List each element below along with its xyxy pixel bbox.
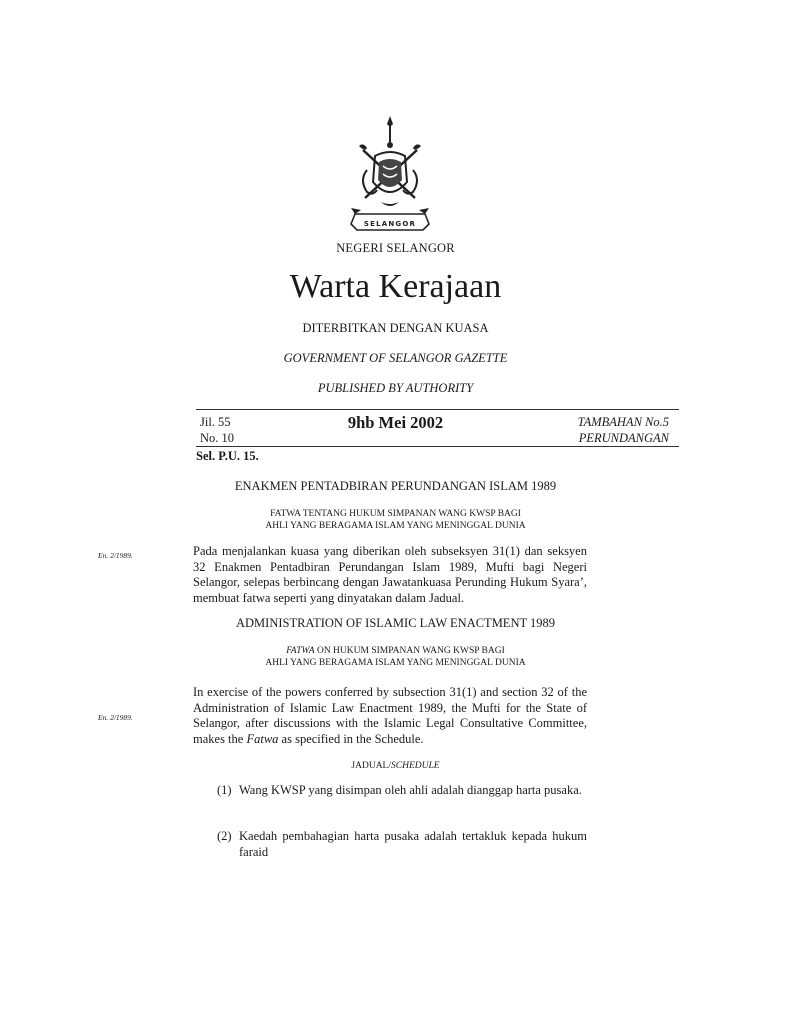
svg-text:SELANGOR: SELANGOR — [363, 220, 417, 228]
gazette-title: Warta Kerajaan — [289, 268, 502, 305]
schedule-item-1-text: Wang KWSP yang disimpan oleh ahli adalah dianggap harta pusaka. — [239, 783, 582, 797]
malay-subheading — [0, 509, 791, 532]
schedule-item-2-number: (2) — [217, 829, 232, 843]
supplement-info — [578, 414, 669, 446]
schedule-heading — [0, 761, 791, 771]
schedule-item-1-number: (1) — [217, 783, 232, 797]
malay-heading: ENAKMEN PENTADBIRAN PERUNDANGAN ISLAM 1989 — [234, 479, 557, 493]
malay-subheading-line1: FATWA TENTANG HUKUM SIMPANAN WANG KWSP BAGI — [270, 509, 521, 519]
schedule-item-2-text: Kaedah pembahagian harta pusaka adalah tertakluk kepada hukum faraid — [239, 829, 587, 859]
english-margin-note: En. 2/1989. — [98, 713, 133, 722]
fatwa-italic: FATWA — [286, 646, 315, 656]
english-subheading-line1 — [0, 646, 791, 658]
issue-number: No. 10 — [200, 431, 235, 445]
volume: Jil. 55 — [200, 415, 231, 429]
state-name: NEGERI SELANGOR — [336, 241, 455, 255]
schedule-item-1 — [217, 783, 587, 799]
reference-number: Sel. P.U. 15. — [196, 449, 259, 463]
supplement: TAMBAHAN No.5 — [577, 415, 669, 429]
english-subheading — [0, 646, 791, 669]
published-en: PUBLISHED BY AUTHORITY — [317, 381, 474, 395]
malay-subheading-line2: AHLI YANG BERAGAMA ISLAM YANG MENINGGAL DUNIA — [265, 520, 526, 531]
english-heading: ADMINISTRATION OF ISLAMIC LAW ENACTMENT 1989 — [235, 616, 556, 630]
english-paragraph — [193, 685, 587, 747]
english-paragraph-fatwa: Fatwa — [246, 731, 279, 746]
published-ms: DITERBITKAN DENGAN KUASA — [302, 321, 489, 335]
english-paragraph-part1: In exercise of the powers conferred by subsection 31(1) and section 32 of the Administration of Islamic Law Enactment 1989, the Mufti for the State of Selangor, after discussions with the Islamic Legal Consultative Committee, makes the — [193, 685, 587, 746]
english-subheading-line2: AHLI YANG BERAGAMA ISLAM YANG MENINGGAL DUNIA — [265, 657, 526, 668]
schedule-item-2 — [217, 829, 587, 860]
english-subheading-line1-rest: ON HUKUM SIMPANAN WANG KWSP BAGI — [314, 646, 505, 656]
issue-date: 9hb Mei 2002 — [347, 413, 444, 432]
category: PERUNDANGAN — [578, 431, 669, 445]
bottom-rule — [196, 446, 679, 447]
malay-paragraph: Pada menjalankan kuasa yang diberikan oleh subseksyen 31(1) dan seksyen 32 Enakmen Pentadbiran Perundangan Islam 1989, Mufti bagi Negeri Selangor, selepas berbincang dengan Jawatankuasa Perunding Hukum Syara’, membuat fatwa seperti yang dinyatakan dalam Jadual. — [193, 544, 587, 605]
gazette-name-en: GOVERNMENT OF SELANGOR GAZETTE — [283, 351, 508, 365]
english-paragraph-part2: as specified in the Schedule. — [278, 731, 424, 746]
schedule-heading-en: SCHEDULE — [391, 761, 440, 771]
top-rule — [196, 409, 679, 410]
schedule-heading-ms: JADUAL/ — [351, 761, 392, 771]
selangor-crest-emblem — [345, 112, 435, 240]
malay-margin-note: En. 2/1989. — [98, 551, 133, 560]
